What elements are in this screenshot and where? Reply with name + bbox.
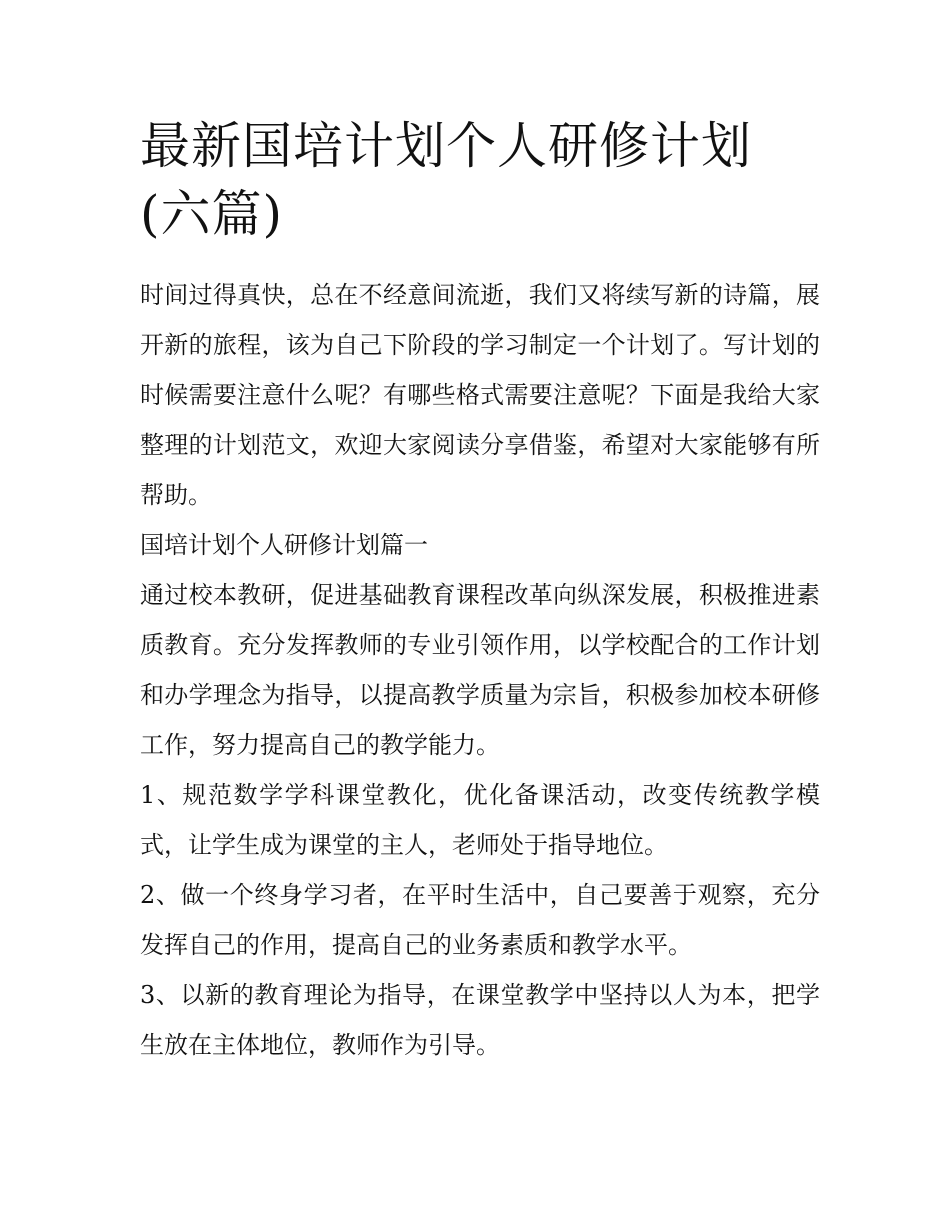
list-item-2: 2、做一个终身学习者，在平时生活中，自己要善于观察，充分发挥自己的作用，提高自己的业务素质和教学水平。	[140, 881, 820, 959]
section-heading: 国培计划个人研修计划篇一	[140, 531, 428, 559]
list-item-1: 1、规范数学学科课堂教化，优化备课活动，改变传统教学模式，让学生成为课堂的主人，老师处于指导地位。	[140, 781, 820, 859]
document-title: 最新国培计划个人研修计划(六篇)	[140, 117, 752, 243]
document-page	[140, 112, 820, 1070]
body-paragraph: 通过校本教研，促进基础教育课程改革向纵深发展，积极推进素质教育。充分发挥教师的专业引领作用，以学校配合的工作计划和办学理念为指导，以提高教学质量为宗旨，积极参加校本研修工作，努力提高自己的教学能力。	[140, 581, 820, 759]
list-item-3: 3、以新的教育理论为指导，在课堂教学中坚持以人为本，把学生放在主体地位，教师作为引导。	[140, 981, 820, 1059]
intro-paragraph: 时间过得真快，总在不经意间流逝，我们又将续写新的诗篇，展开新的旅程，该为自己下阶段的学习制定一个计划了。写计划的时候需要注意什么呢？有哪些格式需要注意呢？下面是我给大家整理的计划范文，欢迎大家阅读分享借鉴，希望对大家能够有所帮助。	[140, 281, 820, 509]
